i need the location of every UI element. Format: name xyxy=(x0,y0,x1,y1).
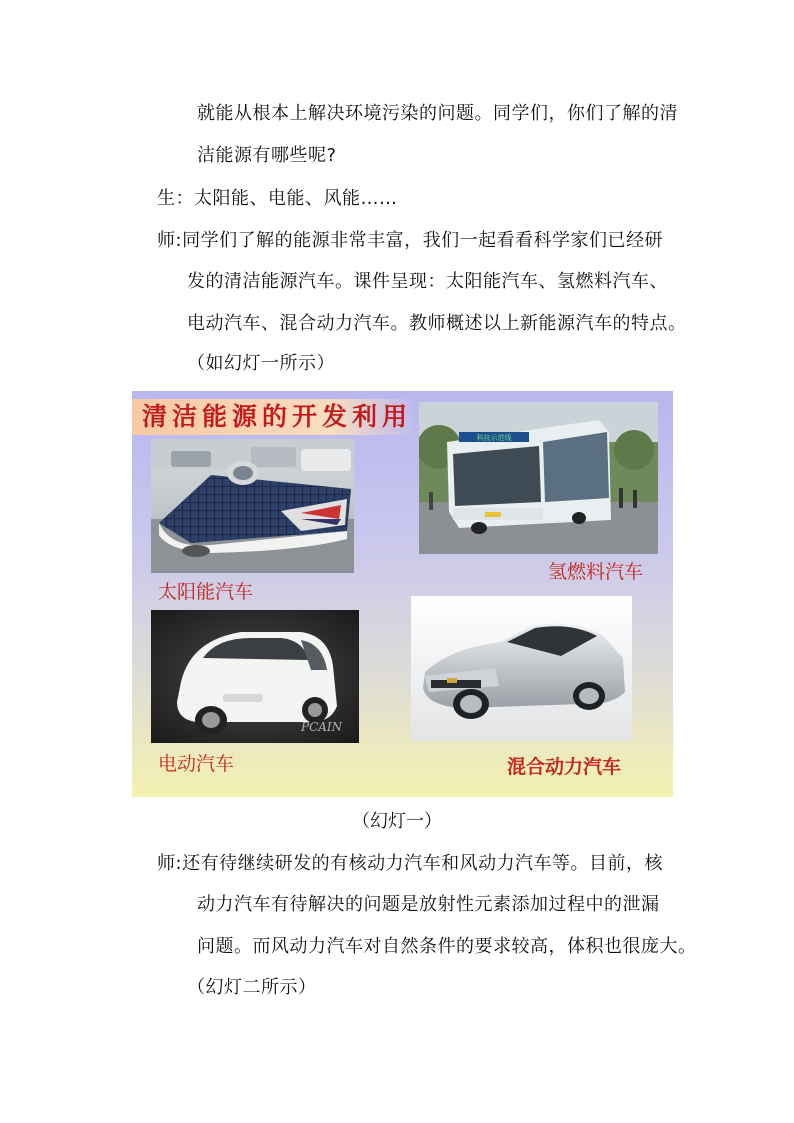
text-line: 师:同学们了解的能源非常丰富，我们一起看看科学家们已经研 xyxy=(157,230,664,251)
slide-caption: （幻灯一） xyxy=(352,811,442,832)
solar-car-label: 太阳能汽车 xyxy=(158,581,254,603)
text-line: （如幻灯一所示） xyxy=(187,353,335,374)
slide-title: 清洁能源的开发利用 xyxy=(132,399,417,435)
text-line: 生：太阳能、电能、风能…… xyxy=(157,188,398,209)
electric-car-photo xyxy=(151,610,359,743)
solar-car-photo xyxy=(151,439,354,573)
text-line: （幻灯二所示） xyxy=(187,977,317,998)
hybrid-car-label: 混合动力汽车 xyxy=(507,756,622,778)
hydrogen-bus-photo xyxy=(419,402,658,554)
hydrogen-car-label: 氢燃料汽车 xyxy=(548,561,644,583)
slide-image xyxy=(132,391,673,797)
watermark-text: PCAIN xyxy=(301,720,343,734)
text-line: 发的清洁能源汽车。课件呈现：太阳能汽车、氢燃料汽车、 xyxy=(187,271,668,292)
text-line: 动力汽车有待解决的问题是放射性元素添加过程中的泄漏 xyxy=(197,894,660,915)
text-line: 师:还有待继续研发的有核动力汽车和风动力汽车等。目前，核 xyxy=(157,853,664,874)
bus-destination-sign: 科技示范线 xyxy=(476,434,512,442)
electric-car-label: 电动汽车 xyxy=(158,753,235,775)
text-line: 洁能源有哪些呢? xyxy=(197,145,337,166)
text-line: 问题。而风动力汽车对自然条件的要求较高，体积也很庞大。 xyxy=(197,936,697,957)
hybrid-car-photo xyxy=(411,596,632,741)
text-line: 电动汽车、混合动力汽车。教师概述以上新能源汽车的特点。 xyxy=(187,313,687,334)
text-line: 就能从根本上解决环境污染的问题。同学们，你们了解的清 xyxy=(197,103,678,124)
